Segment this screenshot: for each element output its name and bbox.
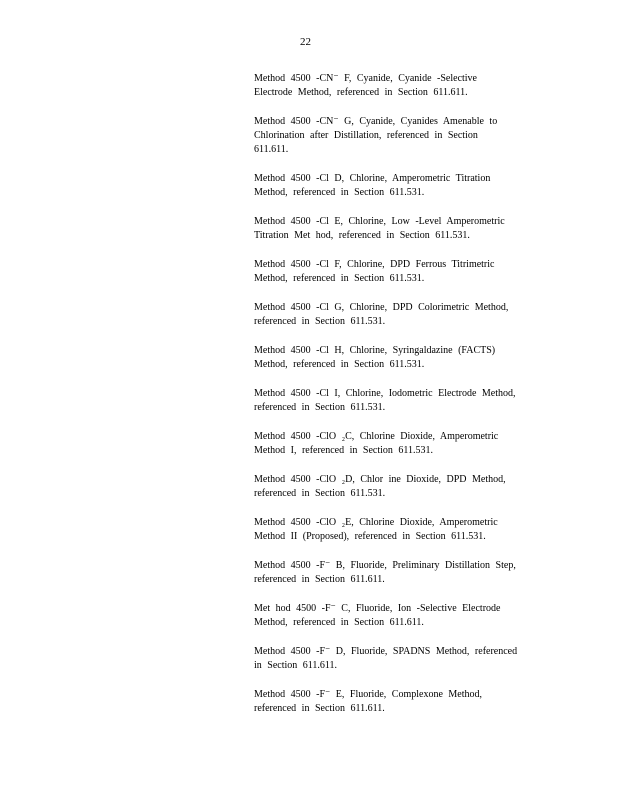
method-reference-entry: Method 4500 -ClO ₂E, Chlorine Dioxide, Amperometric Method II (Proposed), referenced in Section 611.531.: [254, 517, 498, 542]
method-reference-entry: Method 4500 -F⁻ D, Fluoride, SPADNS Method, referenced in Section 611.611.: [254, 646, 518, 671]
page-number: 22: [300, 36, 311, 48]
method-reference-entry: Method 4500 -F⁻ E, Fluoride, Complexone Method, referenced in Section 611.611.: [254, 689, 482, 714]
method-reference-entry: Method 4500 -Cl H, Chlorine, Syringaldazine (FACTS) Method, referenced in Section 611.531.: [254, 345, 496, 370]
method-reference-entry: Method 4500 -Cl F, Chlorine, DPD Ferrous Titrimetric Method, referenced in Section 611.531.: [254, 259, 495, 284]
method-reference-list: [254, 72, 540, 731]
method-reference-entry: Method 4500 -Cl G, Chlorine, DPD Colorimetric Method, referenced in Section 611.531.: [254, 302, 509, 327]
method-reference-entry: Met hod 4500 -F⁻ C, Fluoride, Ion -Selective Electrode Method, referenced in Section 611.611.: [254, 603, 501, 628]
method-reference-entry: Method 4500 -CN⁻ G, Cyanide, Cyanides Amenable to Chlorination after Distillation, referenced in Section 611.611.: [254, 116, 498, 155]
method-reference-entry: Method 4500 -F⁻ B, Fluoride, Preliminary Distillation Step, referenced in Section 611.611.: [254, 560, 516, 585]
method-reference-entry: Method 4500 -CN⁻ F, Cyanide, Cyanide -Selective Electrode Method, referenced in Section 611.611.: [254, 73, 477, 98]
method-reference-entry: Method 4500 -Cl E, Chlorine, Low -Level Amperometric Titration Met hod, referenced in Section 611.531.: [254, 216, 505, 241]
method-reference-entry: Method 4500 -ClO ₂C, Chlorine Dioxide, Amperometric Method I, referenced in Section 611.531.: [254, 431, 499, 456]
method-reference-entry: Method 4500 -Cl I, Chlorine, Iodometric Electrode Method, referenced in Section 611.531.: [254, 388, 516, 413]
method-reference-entry: Method 4500 -ClO ₂D, Chlor ine Dioxide, DPD Method, referenced in Section 611.531.: [254, 474, 506, 499]
method-reference-entry: Method 4500 -Cl D, Chlorine, Amperometric Titration Method, referenced in Section 611.531.: [254, 173, 491, 198]
